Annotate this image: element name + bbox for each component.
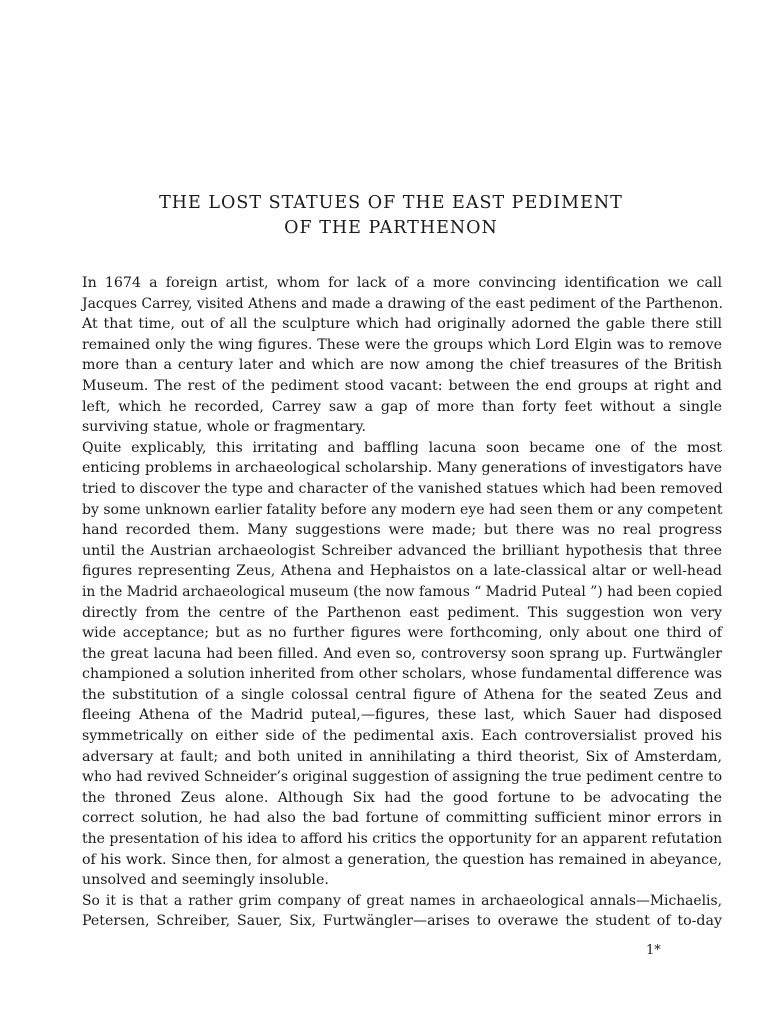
text-line: So it is that a rather grim company of great names in archaeological annals—Michaelis, bbox=[82, 892, 722, 909]
text-line: wide acceptance; but as no further figures were forthcoming, only about one third of bbox=[82, 625, 722, 642]
text-line: who had revived Schneider’s original suggestion of assigning the true pediment centre to bbox=[82, 769, 723, 786]
text-line: left, which he recorded, Carrey saw a gap of more than forty feet without a single bbox=[82, 398, 722, 415]
text-line: surviving statue, whole or fragmentary. bbox=[82, 419, 366, 436]
text-line: more than a century later and which are now among the chief treasures of the British bbox=[82, 357, 722, 374]
page-number: 1* bbox=[646, 943, 661, 958]
text-line: correct solution, he had also the bad fortune of committing sufficient minor errors in bbox=[82, 810, 722, 827]
text-line: unsolved and seemingly insoluble. bbox=[82, 872, 329, 889]
text-line: Petersen, Schreiber, Sauer, Six, Furtwängler—arises to overawe the student of to-day bbox=[82, 913, 722, 930]
text-line: symmetrically on either side of the pedimental axis. Each controversialist proved his bbox=[82, 728, 722, 745]
text-line: At that time, out of all the sculpture which had originally adorned the gable there still bbox=[82, 316, 722, 333]
text-line: enticing problems in archaeological scholarship. Many generations of investigators have bbox=[82, 460, 722, 477]
text-line: Quite explicably, this irritating and baffling lacuna soon became one of the most bbox=[82, 439, 722, 456]
text-line: by some unknown earlier fatality before any modern eye had seen them or any competent bbox=[82, 501, 723, 518]
text-line: directly from the centre of the Parthenon east pediment. This suggestion won very bbox=[82, 604, 722, 621]
text-line: hand recorded them. Many suggestions were made; but there was no real progress bbox=[82, 522, 722, 539]
paragraph-3 bbox=[60, 891, 722, 932]
body-text bbox=[60, 273, 722, 932]
title-line-1: THE LOST STATUES OF THE EAST PEDIMENT bbox=[159, 193, 623, 213]
text-line: tried to discover the type and character of the vanished statues which had been removed bbox=[82, 480, 723, 497]
paragraph-2 bbox=[60, 438, 722, 891]
text-line: the substitution of a single colossal central figure of Athena for the seated Zeus and bbox=[82, 686, 722, 703]
title-line-2: OF THE PARTHENON bbox=[284, 218, 498, 238]
text-line: figures representing Zeus, Athena and Hephaistos on a late-classical altar or well-head bbox=[82, 563, 722, 580]
text-line: Jacques Carrey, visited Athens and made a drawing of the east pediment of the Parthenon. bbox=[82, 295, 723, 312]
paragraph-1 bbox=[60, 273, 722, 438]
text-line: championed a solution inherited from other scholars, whose fundamental difference was bbox=[82, 666, 722, 683]
text-line: the great lacuna had been filled. And even so, controversy soon sprang up. Furtwängler bbox=[82, 645, 722, 662]
text-line: In 1674 a foreign artist, whom for lack of a more convincing identification we call bbox=[82, 275, 722, 291]
text-line: adversary at fault; and both united in annihilating a third theorist, Six of Amsterdam, bbox=[82, 748, 722, 765]
page-title bbox=[60, 191, 722, 241]
text-line: fleeing Athena of the Madrid puteal,—figures, these last, which Sauer had disposed bbox=[82, 707, 722, 724]
text-line: the throned Zeus alone. Although Six had the good fortune to be advocating the bbox=[82, 789, 722, 806]
text-line: the presentation of his idea to afford his critics the opportunity for an apparent refutation bbox=[82, 831, 723, 848]
text-line: of his work. Since then, for almost a generation, the question has remained in abeyance, bbox=[82, 851, 722, 868]
text-line: in the Madrid archaeological museum (the now famous “ Madrid Puteal ”) had been copied bbox=[82, 583, 723, 600]
text-line: Museum. The rest of the pediment stood vacant: between the end groups at right and bbox=[82, 377, 722, 394]
text-line: until the Austrian archaeologist Schreiber advanced the brilliant hypothesis that three bbox=[82, 542, 722, 559]
text-line: remained only the wing figures. These were the groups which Lord Elgin was to remove bbox=[82, 336, 722, 353]
